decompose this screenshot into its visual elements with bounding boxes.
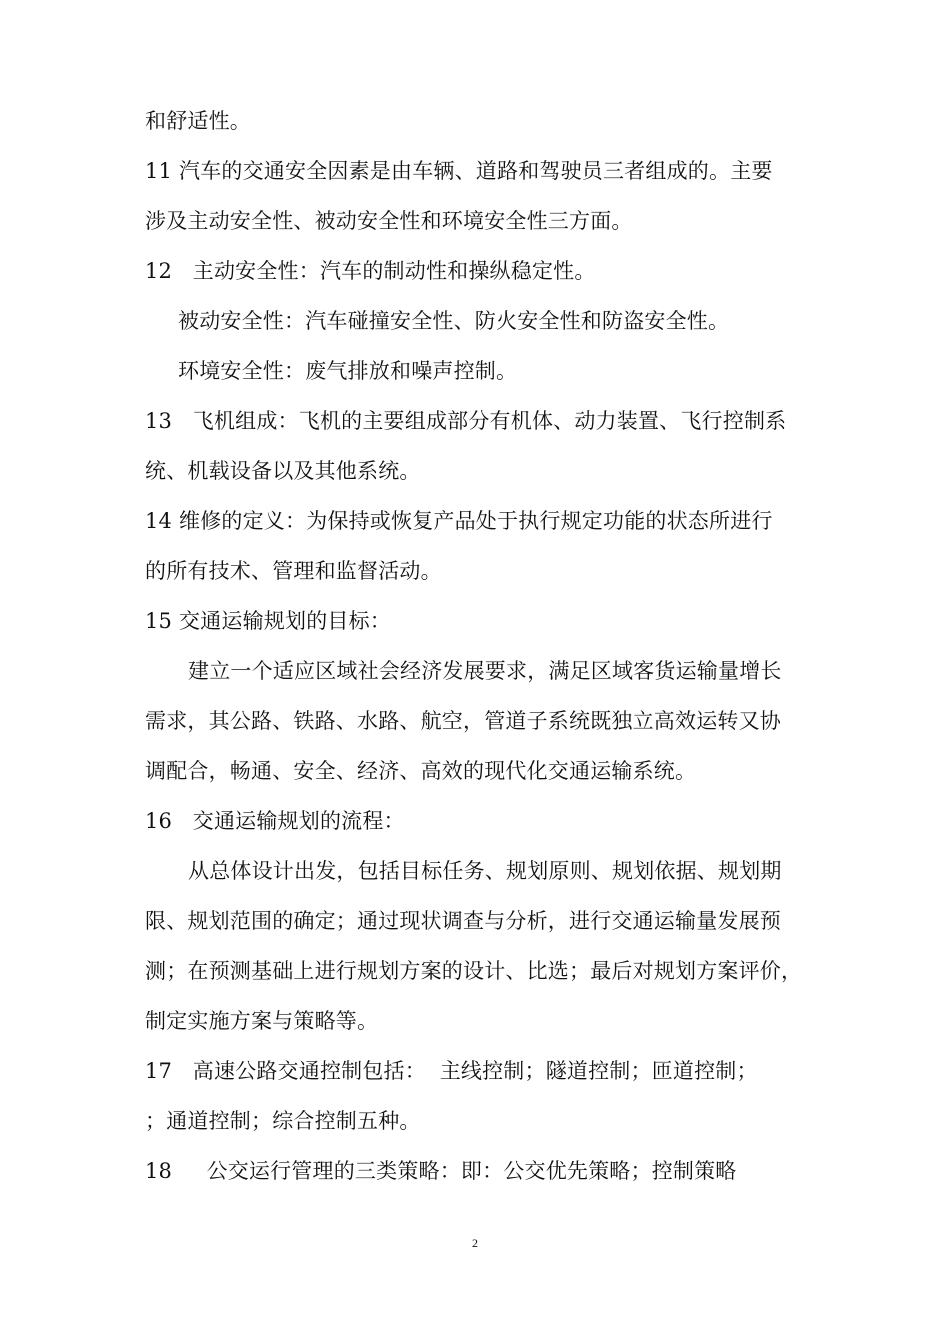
text-line: ；通道控制；综合控制五种。 [145,1109,421,1133]
text-line: 调配合，畅通、安全、经济、高效的现代化交通运输系统。 [145,759,697,783]
text-line: 11 汽车的交通安全因素是由车辆、道路和驾驶员三者组成的。主要 [145,159,773,183]
text-line: 和舒适性。 [145,109,251,133]
text-line: 涉及主动安全性、被动安全性和环境安全性三方面。 [145,209,633,233]
text-line: 制定实施方案与策略等。 [145,1009,379,1033]
text-line: 15 交通运输规划的目标： [145,609,391,633]
text-line: 统、机载设备以及其他系统。 [145,459,421,483]
text-line: 的所有技术、管理和监督活动。 [145,559,442,583]
page-number: 2 [472,1236,478,1250]
text-line: 14 维修的定义：为保持或恢复产品处于执行规定功能的状态所进行 [145,509,773,533]
text-line: 环境安全性：废气排放和噪声控制。 [178,359,518,383]
text-line: 建立一个适应区域社会经济发展要求，满足区域客货运输量增长 [188,659,782,683]
text-line: 17 高速公路交通控制包括： 主线控制；隧道控制；匝道控制； [145,1059,758,1083]
text-line: 测；在预测基础上进行规划方案的设计、比选；最后对规划方案评价， [145,959,803,983]
text-line: 从总体设计出发，包括目标任务、规划原则、规划依据、规划期 [188,859,782,883]
text-line: 被动安全性：汽车碰撞安全性、防火安全性和防盗安全性。 [178,309,730,333]
text-line: 限、规划范围的确定；通过现状调查与分析，进行交通运输量发展预 [145,909,781,933]
text-line: 需求，其公路、铁路、水路、航空，管道子系统既独立高效运转又协 [145,709,781,733]
text-line: 18 公交运行管理的三类策略：即：公交优先策略；控制策略 [145,1159,737,1183]
text-line: 12 主动安全性：汽车的制动性和操纵稳定性。 [145,259,596,283]
text-line: 16 交通运输规划的流程： [145,809,405,833]
text-line: 13 飞机组成：飞机的主要组成部分有机体、动力装置、飞行控制系 [145,409,787,433]
